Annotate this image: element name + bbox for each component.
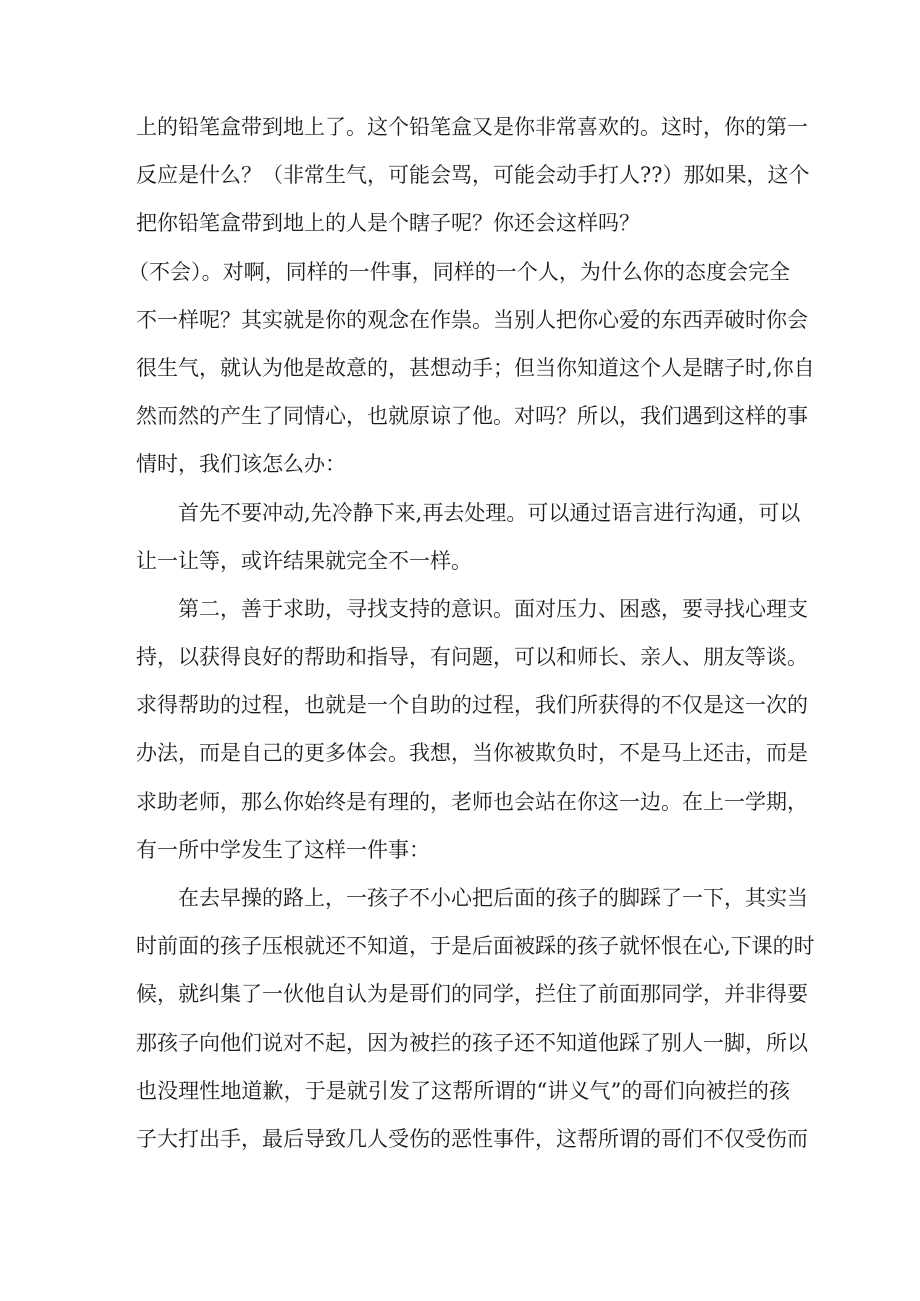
text-line: 候，就纠集了一伙他自认为是哥们的同学，拦住了前面那同学，并非得要 <box>136 982 808 1007</box>
text-line: 求助老师，那么你始终是有理的，老师也会站在你这一边。在上一学期， <box>136 789 808 814</box>
paragraph-4 <box>136 585 808 874</box>
text-line: 反应是什么？（非常生气，可能会骂，可能会动手打人??）那如果，这个 <box>136 163 810 188</box>
text-line: 首先不要冲动,先冷静下来,再去处理。可以通过语言进行沟通，可以 <box>178 500 801 525</box>
text-line: 时前面的孩子压根就还不知道，于是后面被踩的孩子就怀恨在心,下课的时 <box>136 934 815 959</box>
text-line: 情时，我们该怎么办： <box>136 452 346 477</box>
paragraph-5 <box>136 874 815 1163</box>
text-line: 在去早操的路上，一孩子不小心把后面的孩子的脚踩了一下，其实当 <box>178 886 808 910</box>
paragraph-1 <box>136 103 810 248</box>
body-text <box>128 103 815 1163</box>
text-line: 持，以获得良好的帮助和指导，有问题，可以和师长、亲人、朋友等谈。 <box>136 645 808 670</box>
text-line: 把你铅笔盒带到地上的人是个瞎子呢？你还会这样吗？ <box>136 211 640 236</box>
text-line: 子大打出手，最后导致几人受伤的恶性事件，这帮所谓的哥们不仅受伤而 <box>136 1126 808 1151</box>
text-line: 让一让等，或许结果就完全不一样。 <box>136 548 472 573</box>
text-line: 那孩子向他们说对不起，因为被拦的孩子还不知道他踩了别人一脚，所以 <box>136 1030 808 1055</box>
text-line: 第二，善于求助，寻找支持的意识。面对压力、困惑，要寻找心理支 <box>178 596 808 621</box>
text-line: 办法，而是自己的更多体会。我想，当你被欺负时，不是马上还击，而是 <box>136 741 808 766</box>
text-line: （不会）。对啊，同样的一件事，同样的一个人，为什么你的态度会完全 <box>128 259 790 284</box>
text-line: 求得帮助的过程，也就是一个自助的过程，我们所获得的不仅是这一次的 <box>136 693 808 718</box>
paragraph-2 <box>128 248 815 489</box>
paragraph-3 <box>136 489 801 585</box>
text-line: 有一所中学发生了这样一件事： <box>136 837 430 862</box>
text-line: 然而然的产生了同情心，也就原谅了他。对吗？所以，我们遇到这样的事 <box>136 404 808 429</box>
text-line: 也没理性地道歉，于是就引发了这帮所谓的“讲义气”的哥们向被拦的孩 <box>136 1078 790 1103</box>
text-line: 不一样呢？其实就是你的观念在作祟。当别人把你心爱的东西弄破时你会 <box>136 307 808 332</box>
text-line: 上的铅笔盒带到地上了。这个铅笔盒又是你非常喜欢的。这时，你的第一 <box>136 115 808 139</box>
text-line: 很生气，就认为他是故意的，甚想动手；但当你知道这个人是瞎子时,你自 <box>136 355 815 380</box>
